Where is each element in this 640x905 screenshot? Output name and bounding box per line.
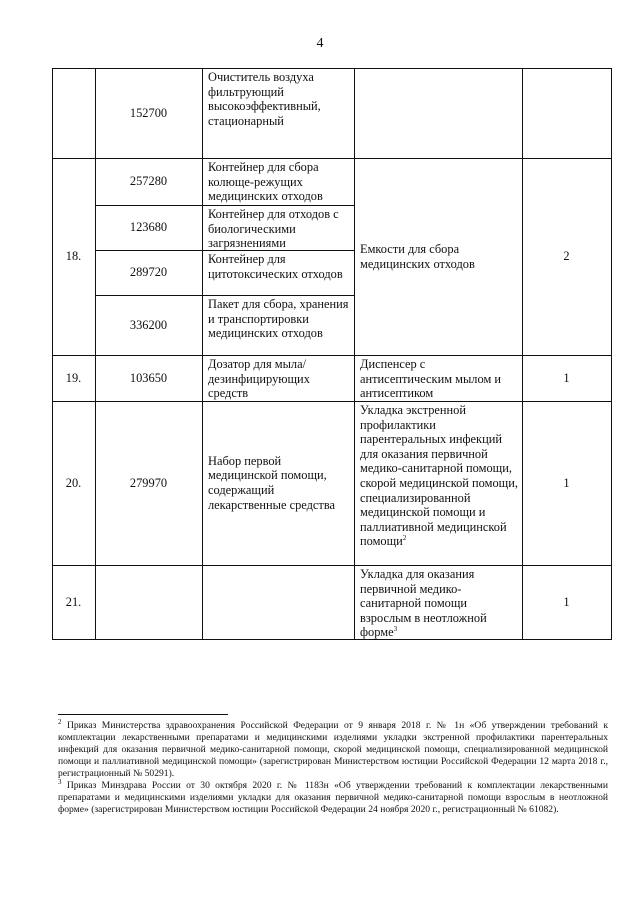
item-name: Контейнер для цитотоксических отходов bbox=[208, 252, 343, 281]
row-number: 21. bbox=[65, 594, 82, 609]
item-code: 279970 bbox=[129, 475, 168, 490]
item-type: Диспенсер с антисептическим мылом и антисептиком bbox=[360, 357, 502, 401]
footnotes bbox=[58, 717, 608, 816]
item-quantity: 1 bbox=[563, 475, 570, 490]
item-code: 152700 bbox=[129, 105, 168, 120]
page-number: 4 bbox=[316, 36, 324, 51]
item-code bbox=[95, 565, 202, 639]
item-quantity: 1 bbox=[563, 594, 570, 609]
item-name bbox=[202, 565, 354, 639]
item-type bbox=[354, 565, 522, 639]
item-code: 336200 bbox=[129, 317, 168, 332]
item-name: Контейнер для отходов с биологическими загрязнениями bbox=[208, 207, 339, 251]
item-name: Дозатор для мыла/ дезинфицирующих средств bbox=[208, 357, 310, 401]
footnote-ref: 2 bbox=[402, 534, 407, 543]
footnote-mark: 3 bbox=[58, 777, 62, 786]
item-type: Емкости для сбора медицинских отходов bbox=[360, 241, 475, 271]
item-code: 257280 bbox=[129, 174, 168, 189]
item-name: Контейнер для сбора колюще-режущих медицинских отходов bbox=[208, 160, 323, 204]
footnote-separator bbox=[58, 714, 228, 715]
item-code: 289720 bbox=[129, 265, 168, 280]
item-type-text: Укладка для оказания первичной медико-санитарной помощи взрослым в неотложной форме bbox=[360, 567, 487, 640]
row-number: 20. bbox=[65, 475, 82, 490]
item-name: Пакет для сбора, хранения и транспортировки медицинских отходов bbox=[208, 297, 349, 341]
item-quantity: 2 bbox=[563, 249, 570, 264]
row-number: 18. bbox=[65, 249, 82, 264]
item-name: Набор первой медицинской помощи, содержащий лекарственные средства bbox=[208, 453, 336, 512]
footnote-text: Приказ Минздрава России от 30 октября 2020 г. № 1183н «Об утверждении требований к комплектации лекарственными препаратами и медицинскими изделиями укладки для оказания первичной медико-санитарной помощи взрослым в неотложной форме» (зарегистрирован Министерством юстиции Российской Федерации 24 ноября 2020 г., регистрационный № 61082). bbox=[58, 780, 608, 815]
equipment-table bbox=[52, 68, 612, 640]
row-number: 19. bbox=[65, 370, 82, 385]
item-code: 123680 bbox=[129, 220, 168, 235]
footnote-text: Приказ Министерства здравоохранения Российской Федерации от 9 января 2018 г. № 1н «Об утверждении требований к комплектации лекарственными препаратами и медицинскими изделиями укладки экстренной профилактики парентеральных инфекций для оказания первичной медико-санитарной помощи, скорой медицинской помощи, специализированной медицинской помощи и паллиативной медицинской помощи» (зарегистрирован Министерством юстиции Российской Федерации 12 марта 2018 г., регистрационный № 50291). bbox=[58, 720, 608, 779]
footnote-mark: 2 bbox=[58, 717, 62, 726]
item-type-text: Укладка экстренной профилактики парентеральных инфекций для оказания первичной медико-санитарной помощи, скорой медицинской помощи, специализированной медицинской помощи и паллиативной медицинской помощи bbox=[360, 403, 518, 549]
item-code: 103650 bbox=[129, 370, 168, 385]
item-name: Очиститель воздуха фильтрующий высокоэффективный, стационарный bbox=[208, 70, 321, 128]
footnote bbox=[58, 777, 608, 816]
item-type bbox=[354, 401, 522, 565]
item-quantity: 1 bbox=[563, 370, 570, 385]
footnote bbox=[58, 717, 608, 780]
row-number bbox=[52, 68, 95, 158]
footnote-ref: 3 bbox=[393, 625, 398, 634]
